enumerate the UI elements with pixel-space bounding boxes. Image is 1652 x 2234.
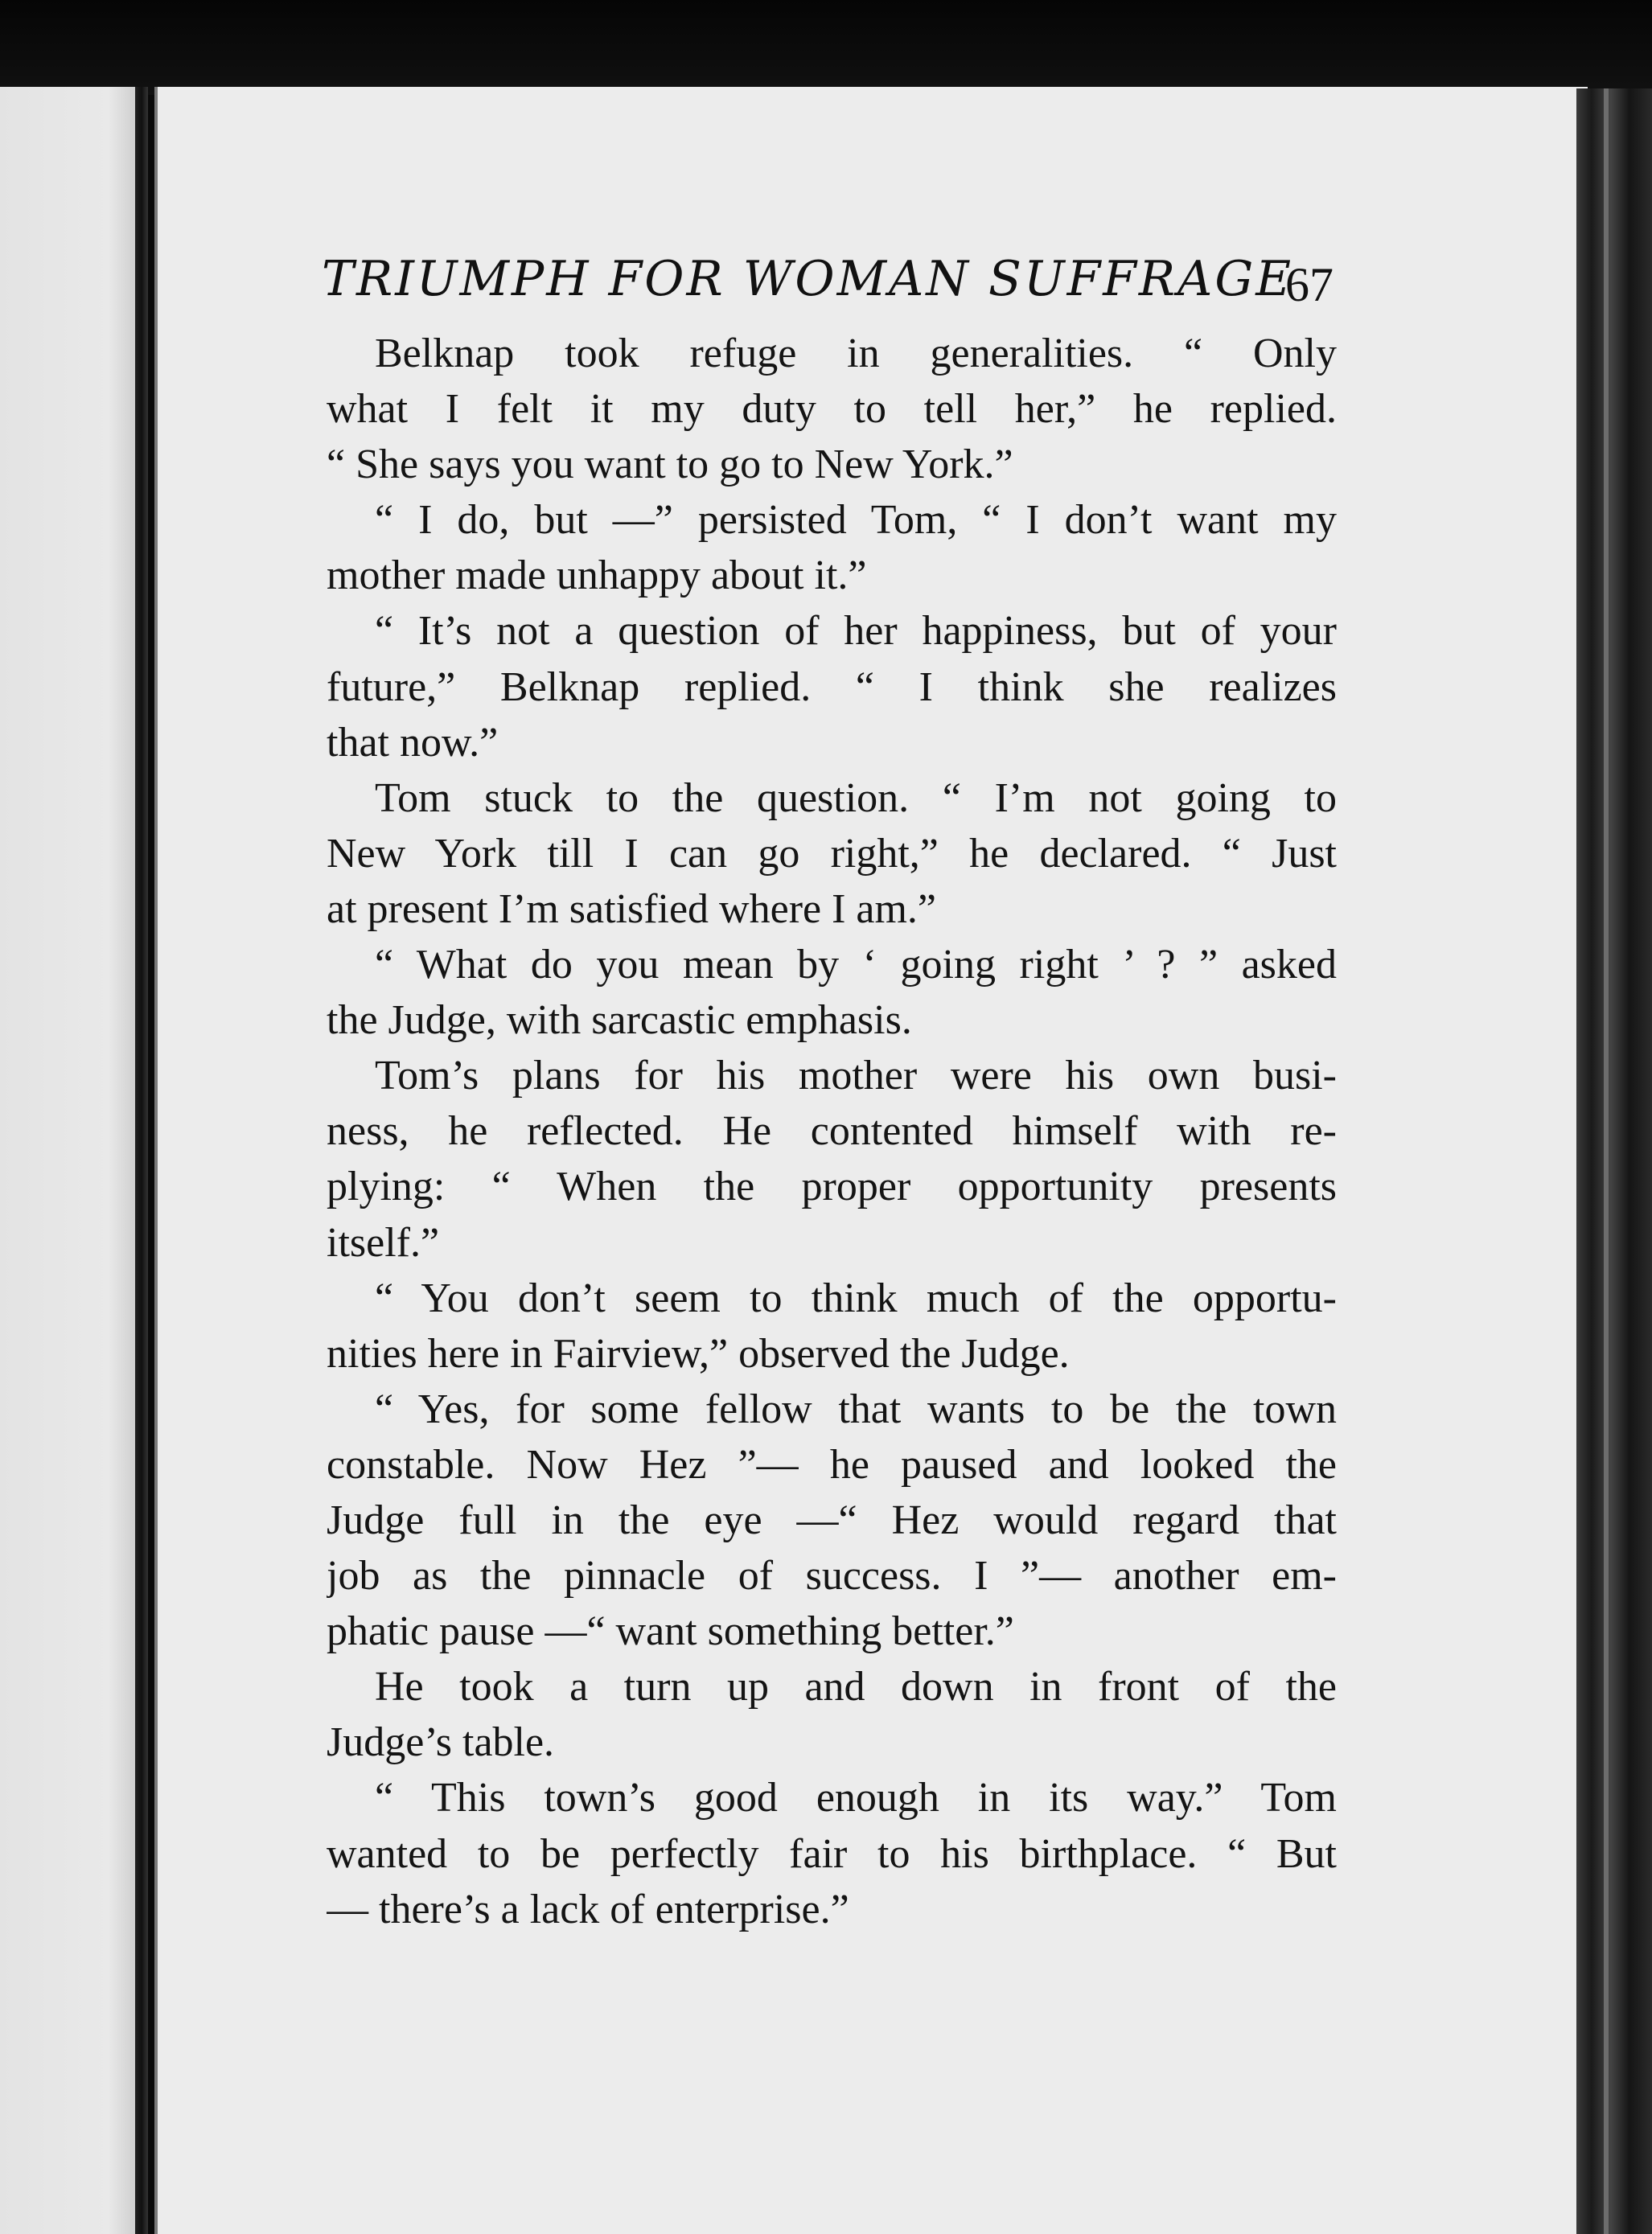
left-gutter-rule [135,87,148,2234]
text-line: Judge full in the eye —“ Hez would regard that [327,1497,1337,1543]
text-line: mother made unhappy about it.” [327,552,867,599]
text-line: New York till I can go right,” he declared. “ Just [327,830,1337,877]
text-line: “ Yes, for some fellow that wants to be the town [375,1386,1337,1432]
facing-page-edge [0,87,135,2234]
text-line: at present I’m satisfied where I am.” [327,885,937,932]
text-line: “ You don’t seem to think much of the opportu- [375,1275,1337,1321]
text-line: “ What do you mean by ‘ going right ’ ? ” asked [375,942,1337,988]
right-binding-edge [1576,88,1652,2234]
text-line: “ She says you want to go to New York.” [327,441,1013,488]
right-binding-highlight [1604,88,1609,2234]
text-line: itself.” [327,1219,440,1266]
text-line: what I felt it my duty to tell her,” he replied. [327,386,1337,433]
text-line: Judge’s table. [327,1719,555,1766]
text-line: the Judge, with sarcastic emphasis. [327,997,912,1044]
text-line: Tom’s plans for his mother were his own busi- [375,1053,1337,1099]
body-text [327,326,1337,1937]
text-line: Tom stuck to the question. “ I’m not going to [375,774,1337,821]
text-line: that now.” [327,719,499,766]
text-line: Belknap took refuge in generalities. “ Only [375,331,1337,376]
text-line: future,” Belknap replied. “ I think she realizes [327,663,1337,710]
text-line: “ I do, but —” persisted Tom, “ I don’t want my [375,497,1337,544]
text-line: “ This town’s good enough in its way.” Tom [375,1775,1337,1821]
text-line: nities here in Fairview,” observed the Judge. [327,1330,1070,1377]
text-line: “ It’s not a question of her happiness, but of your [375,608,1337,655]
text-line: He took a turn up and down in front of the [375,1664,1337,1710]
text-line: plying: “ When the proper opportunity presents [327,1164,1337,1210]
running-head: TRIUMPH FOR WOMAN SUFFRAGE [322,251,1294,307]
text-line: phatic pause —“ want something better.” [327,1608,1014,1655]
text-line: constable. Now Hez ”— he paused and looked the [327,1441,1337,1488]
text-line: — there’s a lack of enterprise.” [327,1886,849,1932]
text-line: ness, he reflected. He contented himself with re- [327,1108,1337,1155]
page-number: 67 [1285,258,1334,311]
top-margin-shadow [0,0,1652,95]
text-line: job as the pinnacle of success. I ”— another em- [327,1553,1337,1600]
text-line: wanted to be perfectly fair to his birthplace. “ But [327,1830,1337,1877]
